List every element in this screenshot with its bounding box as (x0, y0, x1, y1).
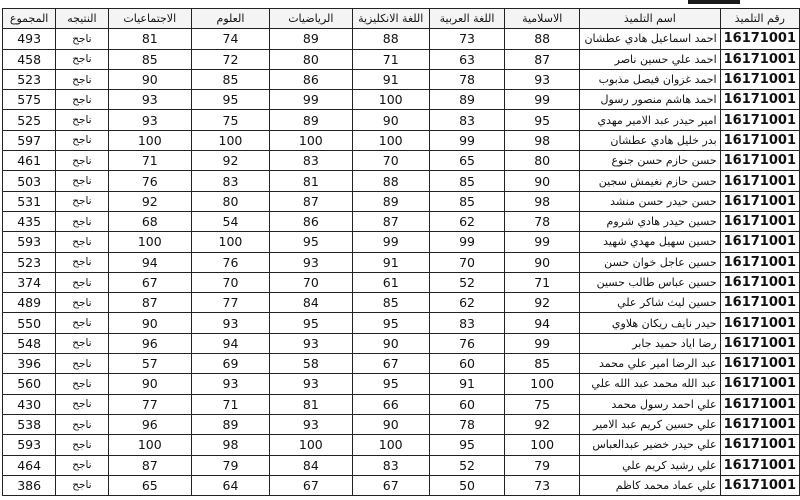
student-id-cell: 16171001 (720, 414, 799, 434)
student-name-cell: علي رشيد كريم علي (579, 455, 720, 475)
social-grade-cell: 94 (108, 252, 191, 272)
student-id-cell: 16171001 (720, 394, 799, 414)
total-cell: 531 (3, 191, 56, 211)
social-grade-cell: 85 (108, 49, 191, 69)
islamic-grade-cell: 80 (505, 151, 580, 171)
student-name-cell: عبد الرضا امير علي محمد (579, 354, 720, 374)
arabic-grade-cell: 65 (429, 151, 505, 171)
english-grade-cell: 88 (352, 29, 429, 49)
islamic-grade-cell: 100 (505, 374, 580, 394)
math-grade-cell: 83 (269, 151, 352, 171)
result-cell: ناجح (56, 151, 108, 171)
arabic-grade-cell: 99 (429, 232, 505, 252)
math-grade-cell: 95 (269, 232, 352, 252)
islamic-grade-cell: 95 (505, 110, 580, 130)
total-cell: 538 (3, 414, 56, 434)
student-name-cell: حسين ليث شاكر علي (579, 293, 720, 313)
english-grade-cell: 87 (352, 211, 429, 231)
header-english: اللغة الانكليزية (352, 9, 429, 29)
total-cell: 464 (3, 455, 56, 475)
social-grade-cell: 93 (108, 90, 191, 110)
islamic-grade-cell: 79 (505, 455, 580, 475)
social-grade-cell: 87 (108, 455, 191, 475)
arabic-grade-cell: 91 (429, 374, 505, 394)
science-grade-cell: 92 (192, 151, 270, 171)
total-cell: 593 (3, 232, 56, 252)
math-grade-cell: 81 (269, 394, 352, 414)
english-grade-cell: 95 (352, 313, 429, 333)
table-row (3, 394, 800, 414)
student-name-cell: احمد اسماعيل هادي عطشان (579, 29, 720, 49)
student-name-cell: حسين عباس طالب حسين (579, 272, 720, 292)
student-id-cell: 16171001 (720, 171, 799, 191)
english-grade-cell: 100 (352, 435, 429, 455)
table-row (3, 293, 800, 313)
result-cell: ناجح (56, 252, 108, 272)
table-row (3, 151, 800, 171)
science-grade-cell: 77 (192, 293, 270, 313)
english-grade-cell: 70 (352, 151, 429, 171)
total-cell: 386 (3, 475, 56, 495)
student-id-cell: 16171001 (720, 354, 799, 374)
header-math: الرياضيات (269, 9, 352, 29)
islamic-grade-cell: 75 (505, 394, 580, 414)
science-grade-cell: 54 (192, 211, 270, 231)
student-id-cell: 16171001 (720, 191, 799, 211)
islamic-grade-cell: 88 (505, 29, 580, 49)
social-grade-cell: 100 (108, 232, 191, 252)
science-grade-cell: 93 (192, 313, 270, 333)
total-cell: 548 (3, 333, 56, 353)
science-grade-cell: 95 (192, 90, 270, 110)
student-id-cell: 16171001 (720, 435, 799, 455)
english-grade-cell: 90 (352, 414, 429, 434)
math-grade-cell: 67 (269, 475, 352, 495)
math-grade-cell: 89 (269, 110, 352, 130)
student-id-cell: 16171001 (720, 475, 799, 495)
result-cell: ناجح (56, 313, 108, 333)
social-grade-cell: 67 (108, 272, 191, 292)
arabic-grade-cell: 52 (429, 272, 505, 292)
science-grade-cell: 94 (192, 333, 270, 353)
science-grade-cell: 100 (192, 232, 270, 252)
arabic-grade-cell: 85 (429, 191, 505, 211)
result-cell: ناجح (56, 293, 108, 313)
table-row (3, 435, 800, 455)
header-arabic: اللغة العربية (429, 9, 505, 29)
math-grade-cell: 86 (269, 69, 352, 89)
social-grade-cell: 68 (108, 211, 191, 231)
table-row (3, 130, 800, 150)
arabic-grade-cell: 70 (429, 252, 505, 272)
english-grade-cell: 89 (352, 191, 429, 211)
grades-body (3, 29, 800, 496)
student-id-cell: 16171001 (720, 49, 799, 69)
student-name-cell: حسين سهيل مهدي شهيد (579, 232, 720, 252)
student-id-cell: 16171001 (720, 90, 799, 110)
arabic-grade-cell: 85 (429, 171, 505, 191)
english-grade-cell: 67 (352, 354, 429, 374)
social-grade-cell: 76 (108, 171, 191, 191)
student-name-cell: علي حسين كريم عبد الامير (579, 414, 720, 434)
table-row (3, 272, 800, 292)
english-grade-cell: 88 (352, 171, 429, 191)
student-name-cell: حسن حيدر حسن منشد (579, 191, 720, 211)
total-cell: 458 (3, 49, 56, 69)
total-cell: 593 (3, 435, 56, 455)
table-row (3, 29, 800, 49)
table-row (3, 211, 800, 231)
total-cell: 435 (3, 211, 56, 231)
top-edge-bar (688, 0, 740, 4)
grades-table (2, 8, 800, 496)
student-name-cell: حسن حازم نغيمش سجين (579, 171, 720, 191)
total-cell: 525 (3, 110, 56, 130)
student-id-cell: 16171001 (720, 69, 799, 89)
result-cell: ناجح (56, 69, 108, 89)
arabic-grade-cell: 78 (429, 69, 505, 89)
student-name-cell: حسين عاجل خوان حسن (579, 252, 720, 272)
result-cell: ناجح (56, 191, 108, 211)
science-grade-cell: 74 (192, 29, 270, 49)
result-cell: ناجح (56, 272, 108, 292)
social-grade-cell: 96 (108, 333, 191, 353)
header-islamic: الاسلامية (505, 9, 580, 29)
science-grade-cell: 69 (192, 354, 270, 374)
table-row (3, 90, 800, 110)
table-row (3, 232, 800, 252)
student-id-cell: 16171001 (720, 211, 799, 231)
arabic-grade-cell: 89 (429, 90, 505, 110)
student-name-cell: احمد غزوان فيصل مذبوب (579, 69, 720, 89)
islamic-grade-cell: 90 (505, 252, 580, 272)
islamic-grade-cell: 98 (505, 191, 580, 211)
islamic-grade-cell: 99 (505, 333, 580, 353)
header-social: الاجتماعيات (108, 9, 191, 29)
social-grade-cell: 90 (108, 374, 191, 394)
english-grade-cell: 71 (352, 49, 429, 69)
math-grade-cell: 58 (269, 354, 352, 374)
science-grade-cell: 100 (192, 130, 270, 150)
english-grade-cell: 91 (352, 252, 429, 272)
social-grade-cell: 65 (108, 475, 191, 495)
header-result: النتيجه (56, 9, 108, 29)
islamic-grade-cell: 99 (505, 232, 580, 252)
science-grade-cell: 89 (192, 414, 270, 434)
islamic-grade-cell: 90 (505, 171, 580, 191)
total-cell: 489 (3, 293, 56, 313)
math-grade-cell: 95 (269, 313, 352, 333)
math-grade-cell: 86 (269, 211, 352, 231)
student-name-cell: حيدر نايف ريكان هلاوي (579, 313, 720, 333)
table-row (3, 354, 800, 374)
arabic-grade-cell: 73 (429, 29, 505, 49)
social-grade-cell: 90 (108, 313, 191, 333)
english-grade-cell: 67 (352, 475, 429, 495)
math-grade-cell: 70 (269, 272, 352, 292)
student-id-cell: 16171001 (720, 272, 799, 292)
science-grade-cell: 98 (192, 435, 270, 455)
total-cell: 430 (3, 394, 56, 414)
islamic-grade-cell: 100 (505, 435, 580, 455)
total-cell: 575 (3, 90, 56, 110)
result-cell: ناجح (56, 49, 108, 69)
social-grade-cell: 57 (108, 354, 191, 374)
math-grade-cell: 84 (269, 455, 352, 475)
result-cell: ناجح (56, 232, 108, 252)
table-row (3, 475, 800, 495)
student-name-cell: علي حيدر خضير عبدالعباس (579, 435, 720, 455)
total-cell: 493 (3, 29, 56, 49)
math-grade-cell: 93 (269, 252, 352, 272)
islamic-grade-cell: 98 (505, 130, 580, 150)
table-row (3, 313, 800, 333)
math-grade-cell: 93 (269, 414, 352, 434)
table-row (3, 110, 800, 130)
math-grade-cell: 99 (269, 90, 352, 110)
islamic-grade-cell: 73 (505, 475, 580, 495)
english-grade-cell: 85 (352, 293, 429, 313)
result-cell: ناجح (56, 455, 108, 475)
social-grade-cell: 77 (108, 394, 191, 414)
student-name-cell: علي احمد رسول محمد (579, 394, 720, 414)
table-row (3, 171, 800, 191)
math-grade-cell: 81 (269, 171, 352, 191)
science-grade-cell: 83 (192, 171, 270, 191)
result-cell: ناجح (56, 435, 108, 455)
total-cell: 550 (3, 313, 56, 333)
science-grade-cell: 85 (192, 69, 270, 89)
student-id-cell: 16171001 (720, 29, 799, 49)
result-cell: ناجح (56, 130, 108, 150)
total-cell: 523 (3, 69, 56, 89)
arabic-grade-cell: 83 (429, 313, 505, 333)
science-grade-cell: 70 (192, 272, 270, 292)
social-grade-cell: 100 (108, 435, 191, 455)
social-grade-cell: 96 (108, 414, 191, 434)
table-row (3, 252, 800, 272)
student-id-cell: 16171001 (720, 333, 799, 353)
arabic-grade-cell: 52 (429, 455, 505, 475)
result-cell: ناجح (56, 354, 108, 374)
table-row (3, 414, 800, 434)
result-cell: ناجح (56, 333, 108, 353)
student-id-cell: 16171001 (720, 374, 799, 394)
arabic-grade-cell: 60 (429, 394, 505, 414)
islamic-grade-cell: 92 (505, 414, 580, 434)
header-student-name: اسم التلميذ (579, 9, 720, 29)
total-cell: 396 (3, 354, 56, 374)
total-cell: 523 (3, 252, 56, 272)
total-cell: 503 (3, 171, 56, 191)
english-grade-cell: 95 (352, 374, 429, 394)
student-name-cell: بدر خليل هادي عطشان (579, 130, 720, 150)
social-grade-cell: 87 (108, 293, 191, 313)
student-name-cell: احمد هاشم منصور رسول (579, 90, 720, 110)
table-row (3, 374, 800, 394)
student-name-cell: رضا اياد حميد جابر (579, 333, 720, 353)
arabic-grade-cell: 95 (429, 435, 505, 455)
result-cell: ناجح (56, 110, 108, 130)
english-grade-cell: 61 (352, 272, 429, 292)
table-row (3, 455, 800, 475)
social-grade-cell: 92 (108, 191, 191, 211)
arabic-grade-cell: 50 (429, 475, 505, 495)
science-grade-cell: 79 (192, 455, 270, 475)
student-name-cell: عبد الله محمد عبد الله علي (579, 374, 720, 394)
arabic-grade-cell: 83 (429, 110, 505, 130)
english-grade-cell: 66 (352, 394, 429, 414)
science-grade-cell: 80 (192, 191, 270, 211)
student-id-cell: 16171001 (720, 313, 799, 333)
arabic-grade-cell: 76 (429, 333, 505, 353)
islamic-grade-cell: 85 (505, 354, 580, 374)
table-row (3, 49, 800, 69)
math-grade-cell: 100 (269, 435, 352, 455)
social-grade-cell: 100 (108, 130, 191, 150)
student-name-cell: حسين حيدر هادي شروم (579, 211, 720, 231)
header-student-id: رقم التلميذ (720, 9, 799, 29)
result-cell: ناجح (56, 90, 108, 110)
header-science: العلوم (192, 9, 270, 29)
total-cell: 374 (3, 272, 56, 292)
math-grade-cell: 87 (269, 191, 352, 211)
math-grade-cell: 93 (269, 374, 352, 394)
result-cell: ناجح (56, 29, 108, 49)
total-cell: 560 (3, 374, 56, 394)
arabic-grade-cell: 63 (429, 49, 505, 69)
header-total: المجموع (3, 9, 56, 29)
english-grade-cell: 91 (352, 69, 429, 89)
math-grade-cell: 93 (269, 333, 352, 353)
science-grade-cell: 75 (192, 110, 270, 130)
science-grade-cell: 72 (192, 49, 270, 69)
science-grade-cell: 71 (192, 394, 270, 414)
header-row (3, 9, 800, 29)
student-id-cell: 16171001 (720, 110, 799, 130)
result-cell: ناجح (56, 171, 108, 191)
result-cell: ناجح (56, 211, 108, 231)
english-grade-cell: 83 (352, 455, 429, 475)
math-grade-cell: 80 (269, 49, 352, 69)
result-cell: ناجح (56, 374, 108, 394)
math-grade-cell: 84 (269, 293, 352, 313)
islamic-grade-cell: 92 (505, 293, 580, 313)
science-grade-cell: 64 (192, 475, 270, 495)
science-grade-cell: 76 (192, 252, 270, 272)
student-name-cell: حسن حازم حسن جنوع (579, 151, 720, 171)
arabic-grade-cell: 78 (429, 414, 505, 434)
social-grade-cell: 90 (108, 69, 191, 89)
student-name-cell: امير حيدر عبد الامير مهدي (579, 110, 720, 130)
student-name-cell: احمد علي حسين ناصر (579, 49, 720, 69)
english-grade-cell: 99 (352, 232, 429, 252)
student-id-cell: 16171001 (720, 130, 799, 150)
table-row (3, 333, 800, 353)
student-id-cell: 16171001 (720, 252, 799, 272)
arabic-grade-cell: 60 (429, 354, 505, 374)
total-cell: 597 (3, 130, 56, 150)
islamic-grade-cell: 94 (505, 313, 580, 333)
science-grade-cell: 93 (192, 374, 270, 394)
result-cell: ناجح (56, 414, 108, 434)
islamic-grade-cell: 78 (505, 211, 580, 231)
total-cell: 461 (3, 151, 56, 171)
social-grade-cell: 81 (108, 29, 191, 49)
student-id-cell: 16171001 (720, 455, 799, 475)
english-grade-cell: 100 (352, 130, 429, 150)
islamic-grade-cell: 93 (505, 69, 580, 89)
student-id-cell: 16171001 (720, 232, 799, 252)
result-cell: ناجح (56, 475, 108, 495)
arabic-grade-cell: 62 (429, 293, 505, 313)
table-row (3, 191, 800, 211)
math-grade-cell: 100 (269, 130, 352, 150)
english-grade-cell: 90 (352, 110, 429, 130)
table-row (3, 69, 800, 89)
result-cell: ناجح (56, 394, 108, 414)
student-name-cell: علي عماد محمد كاظم (579, 475, 720, 495)
arabic-grade-cell: 62 (429, 211, 505, 231)
math-grade-cell: 89 (269, 29, 352, 49)
english-grade-cell: 100 (352, 90, 429, 110)
social-grade-cell: 93 (108, 110, 191, 130)
english-grade-cell: 90 (352, 333, 429, 353)
social-grade-cell: 71 (108, 151, 191, 171)
student-id-cell: 16171001 (720, 293, 799, 313)
student-id-cell: 16171001 (720, 151, 799, 171)
islamic-grade-cell: 99 (505, 90, 580, 110)
islamic-grade-cell: 87 (505, 49, 580, 69)
arabic-grade-cell: 99 (429, 130, 505, 150)
islamic-grade-cell: 71 (505, 272, 580, 292)
